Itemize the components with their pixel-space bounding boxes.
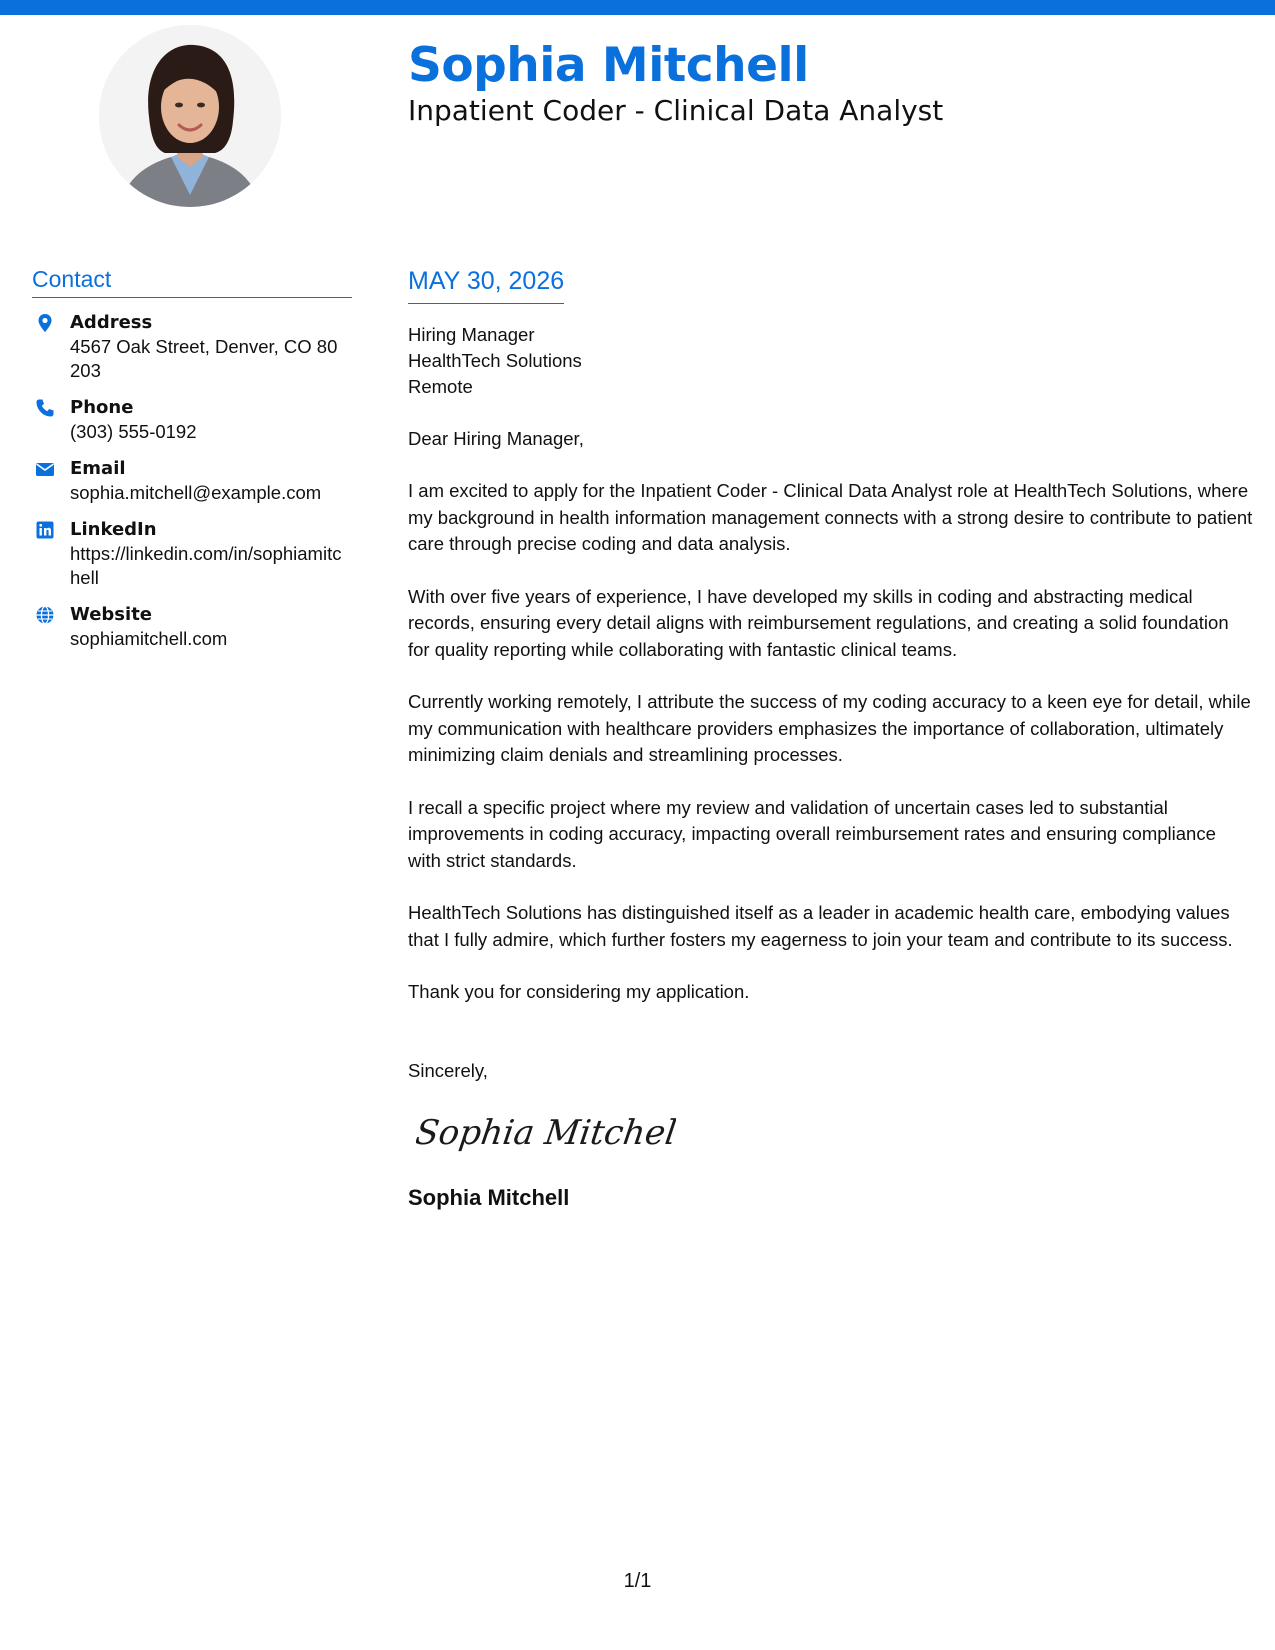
candidate-name: Sophia Mitchell	[408, 38, 809, 93]
handwritten-signature	[416, 1102, 676, 1162]
letter-paragraph: With over five years of experience, I have developed my skills in coding and abstracting medical records, ensuring every detail aligns with reimbursement regulations, and creating a solid foundation for quality reporting while collaborating with fantastic clinical teams.	[408, 585, 1229, 660]
letter-paragraph: HealthTech Solutions has distinguished itself as a leader in academic health care, embodying values that I fully admire, which further fosters my eagerness to join your team and contribute to its success.	[408, 902, 1233, 950]
contact-sidebar	[32, 266, 352, 651]
map-pin-icon	[35, 313, 55, 333]
contact-item-address	[32, 311, 352, 383]
letter-paragraph: Thank you for considering my application.	[408, 981, 750, 1003]
contact-label: Address	[70, 311, 153, 333]
contact-label: Website	[70, 603, 153, 625]
contact-label: Email	[70, 457, 126, 479]
recipient-name: Hiring Manager	[408, 324, 535, 346]
website-value[interactable]: sophiamitchell.com	[70, 627, 228, 649]
header	[408, 40, 943, 127]
letter-paragraph: Currently working remotely, I attribute the success of my coding accuracy to a keen eye for detail, while my communication with healthcare providers emphasizes the importance of collaboration, ultimately minimizing claim denials and streamlining processes.	[408, 691, 1251, 766]
contact-item-phone	[32, 396, 352, 444]
contact-item-email	[32, 457, 352, 505]
signer-name: Sophia Mitchell	[408, 1184, 570, 1210]
phone-value[interactable]: (303) 555-0192	[70, 420, 197, 442]
recipient-company: HealthTech Solutions	[408, 350, 582, 372]
letter-date: MAY 30, 2026	[408, 266, 564, 304]
letter-paragraph: I recall a specific project where my review and validation of uncertain cases led to substantial improvements in coding accuracy, impacting overall reimbursement rates and ensuring compliance with strict standards.	[408, 796, 1216, 871]
recipient-location: Remote	[408, 376, 473, 398]
address-value: 4567 Oak Street, Denver, CO 80203	[70, 335, 338, 381]
job-title: Inpatient Coder - Clinical Data Analyst	[408, 93, 944, 127]
closing: Sincerely,	[408, 1059, 488, 1081]
contact-label: LinkedIn	[70, 518, 157, 540]
letter-body	[408, 266, 1253, 1211]
recipient-block	[408, 322, 1253, 400]
contact-item-website	[32, 603, 352, 651]
contact-item-linkedin	[32, 518, 352, 590]
svg-text:Sophia Mitchell: Sophia Mitchell	[416, 1112, 676, 1153]
profile-photo	[99, 25, 281, 207]
email-value[interactable]: sophia.mitchell@example.com	[70, 481, 322, 503]
linkedin-value[interactable]: https://linkedin.com/in/sophiamitchell	[70, 542, 342, 588]
phone-icon	[35, 398, 55, 418]
contact-label: Phone	[70, 396, 134, 418]
globe-icon	[35, 605, 55, 625]
salutation: Dear Hiring Manager,	[408, 428, 584, 450]
contact-heading: Contact	[32, 266, 352, 298]
page-number: 1/1	[623, 1570, 652, 1592]
letter-paragraph: I am excited to apply for the Inpatient Coder - Clinical Data Analyst role at HealthTech Solutions, where my background in health information management connects with a strong desire to contribute to patient care through precise coding and data analysis.	[408, 480, 1253, 555]
envelope-icon	[35, 459, 55, 479]
linkedin-icon	[35, 520, 55, 540]
top-accent-bar	[0, 0, 1275, 15]
